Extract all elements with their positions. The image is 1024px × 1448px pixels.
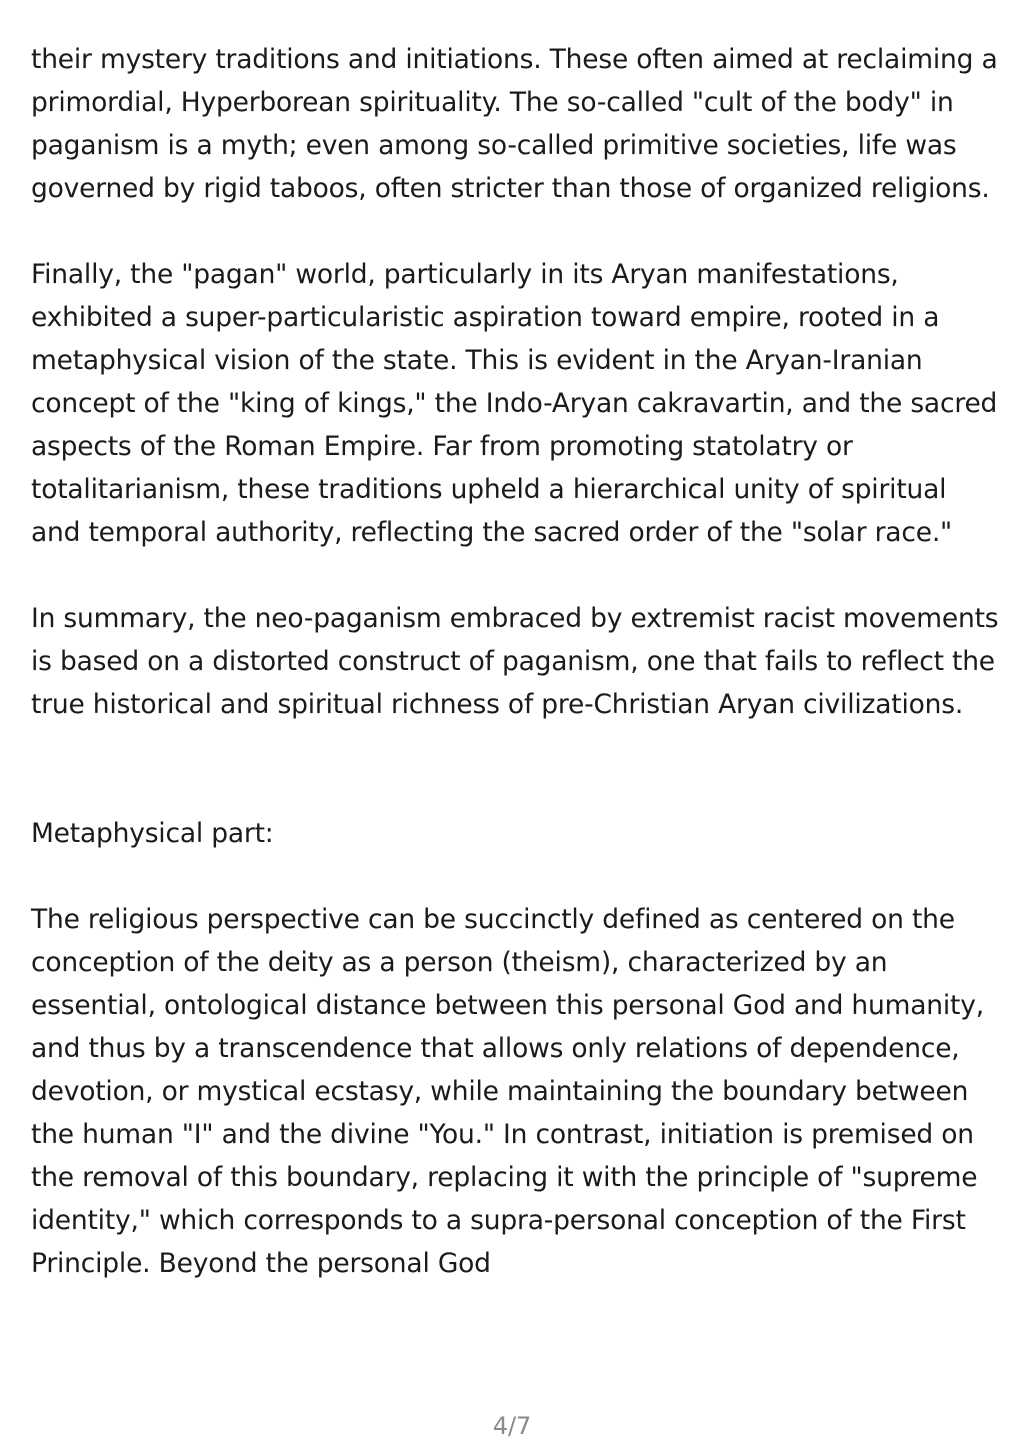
paragraph-religious-perspective: The religious perspective can be succinctly defined as centered on the conception of the deity as a person (theism), characterized by an essential, ontological distance between this personal God and humanity, and thus by a transcendence that allows only relations of dependence, devotion, or mystical ecstasy, while maintaining the boundary between the human "I" and the divine "You." In contrast, initiation is premised on the removal of this boundary, replacing it with the principle of "supreme identity," which corresponds to a supra-personal conception of the First Principle. Beyond the personal God <box>31 904 984 1279</box>
section-heading-metaphysical: Metaphysical part: <box>31 818 274 849</box>
paragraph-summary: In summary, the neo-paganism embraced by extremist racist movements is based on a distorted construct of paganism, one that fails to reflect the true historical and spiritual richness of pre-Christian Aryan civilizations. <box>31 603 999 720</box>
paragraph-spacer <box>31 855 1001 898</box>
paragraph-spacer <box>31 210 1001 253</box>
paragraph-mystery-traditions: their mystery traditions and initiations. These often aimed at reclaiming a primordial, Hyperborean spirituality. The so-called "cult of the body" in paganism is a myth; even among so-called primitive societies, life was governed by rigid taboos, often stricter than those of organized religions. <box>31 44 998 204</box>
paragraph-pagan-empire: Finally, the "pagan" world, particularly in its Aryan manifestations, exhibited a super-particularistic aspiration toward empire, rooted in a metaphysical vision of the state. This is evident in the Aryan-Iranian concept of the "king of kings," the Indo-Aryan cakravartin, and the sacred aspects of the Roman Empire. Far from promoting statolatry or totalitarianism, these traditions upheld a hierarchical unity of spiritual and temporal authority, reflecting the sacred order of the "solar race." <box>31 259 998 548</box>
reader-page <box>31 38 1001 1285</box>
section-spacer <box>31 726 1001 812</box>
page-indicator: 4/7 <box>492 1412 532 1440</box>
paragraph-spacer <box>31 554 1001 597</box>
